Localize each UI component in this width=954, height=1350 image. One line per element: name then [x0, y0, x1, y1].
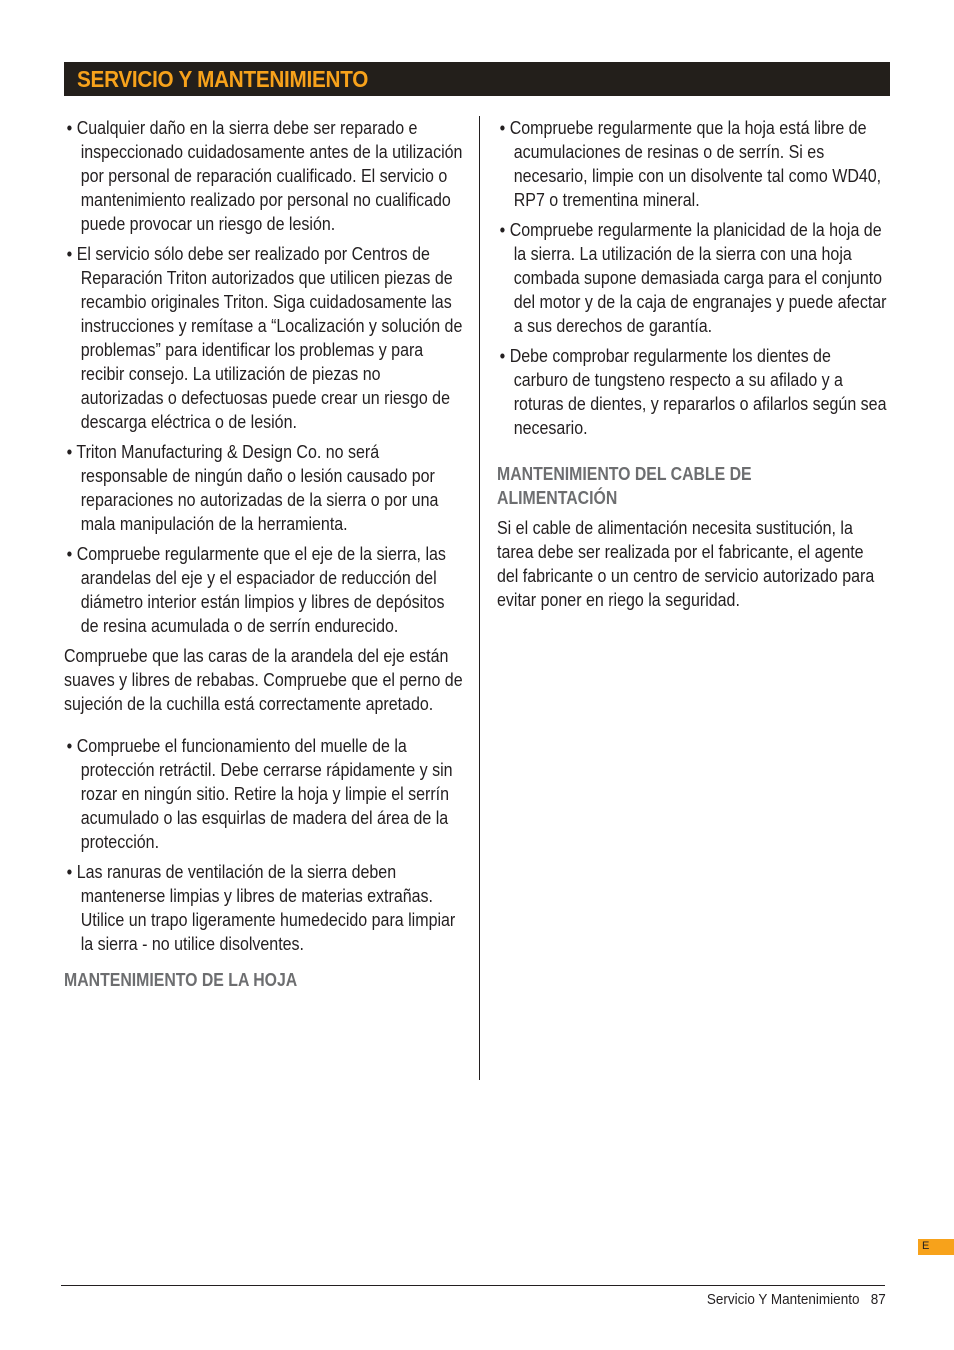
body-paragraph: Compruebe que las caras de la arandela del eje están suaves y libres de rebabas. Compruebe que el perno de sujeción de la cuchilla está correctamente apretado. — [64, 646, 463, 714]
list-item: • Compruebe regularmente que la hoja está libre de acumulaciones de resinas o de serrín. Si es necesario, limpie con un disolvente tal como WD40, RP7 o trementina mineral. — [499, 118, 882, 210]
right-column — [497, 116, 897, 618]
page-footer — [707, 1290, 886, 1310]
language-tab — [918, 1239, 954, 1255]
page-number: 87 — [870, 1291, 886, 1308]
section-title: SERVICIO Y MANTENIMIENTO — [77, 66, 369, 92]
list-item: • Compruebe el funcionamiento del muelle de la protección retráctil. Debe cerrarse rápidamente y sin rozar en ningún sitio. Retire la hoja y limpie el serrín acumulado o las esquirlas de madera del área de la protección. — [66, 736, 453, 852]
list-item: • Compruebe regularmente la planicidad de la hoja de la sierra. La utilización de la sierra con una hoja combada supone demasiada carga para el conjunto del motor y de la caja de engranajes y puede afectar a sus derechos de garantía. — [499, 220, 887, 336]
list-item: • Triton Manufacturing & Design Co. no será responsable de ningún daño o lesión causado por reparaciones no autorizadas de la sierra o por una mala manipulación de la herramienta. — [66, 442, 439, 534]
list-item: • Las ranuras de ventilación de la sierra deben mantenerse limpias y libres de materias extrañas. Utilice un trapo ligeramente humedecido para limpiar la sierra - no utilice disolventes. — [66, 862, 456, 954]
list-item: • Compruebe regularmente que el eje de la sierra, las arandelas del eje y el espaciador de reducción del diámetro interior están limpios y libres de depósitos de resina acumulada o de serrín endurecido. — [66, 544, 446, 636]
left-column — [64, 116, 464, 992]
column-divider — [479, 116, 480, 1080]
section-header-bar — [64, 62, 890, 96]
body-paragraph: Si el cable de alimentación necesita sustitución, la tarea debe ser realizada por el fabricante, el agente del fabricante o un centro de servicio autorizado para evitar poner en riego la seguridad. — [497, 518, 875, 610]
footer-section: Servicio Y Mantenimiento — [707, 1291, 860, 1308]
subheading-power-cable: MANTENIMIENTO DEL CABLE DE ALIMENTACIÓN — [497, 464, 752, 508]
list-item: • Cualquier daño en la sierra debe ser reparado e inspeccionado cuidadosamente antes de la utilización por personal de reparación cualificado. El servicio o mantenimiento realizado por personal no cualificado puede provocar un riesgo de lesión. — [66, 118, 463, 234]
subheading-blade-maintenance: MANTENIMIENTO DE LA HOJA — [64, 970, 298, 990]
footer-divider — [61, 1285, 885, 1286]
list-item: • Debe comprobar regularmente los dientes de carburo de tungsteno respecto a su afilado y a roturas de dientes, y repararlos o afilarlos según sea necesario. — [499, 346, 887, 438]
language-tab-label: E — [922, 1240, 930, 1252]
list-item: • El servicio sólo debe ser realizado por Centros de Reparación Triton autorizados que utilicen piezas de recambio originales Triton. Siga cuidadosamente las instrucciones y remítase a “Localización y solución de problemas” para identificar los problemas y para recibir consejo. La utilización de piezas no autorizadas o defectuosas puede crear un riesgo de descarga eléctrica o de lesión. — [66, 244, 463, 432]
